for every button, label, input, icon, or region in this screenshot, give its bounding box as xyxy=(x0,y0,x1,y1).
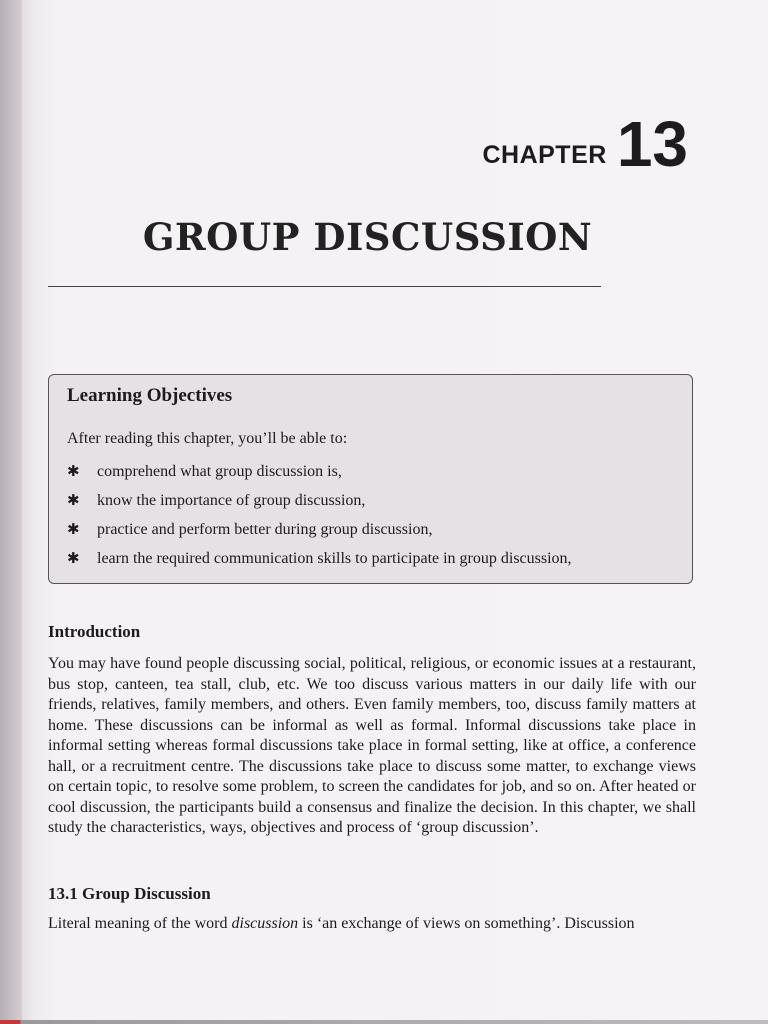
chapter-title: GROUP DISCUSSION xyxy=(142,215,593,259)
objective-text: learn the required communication skills to participate in group discussion, xyxy=(97,549,572,567)
objective-item xyxy=(67,457,572,486)
objective-item xyxy=(67,544,572,573)
chapter-number: 13 xyxy=(616,108,688,180)
section-13-1-paragraph xyxy=(48,914,696,935)
italic-term: discussion xyxy=(231,915,299,932)
paragraph-text: is ‘an exchange of views on something’. Discussion xyxy=(298,915,635,932)
objective-text: practice and perform better during group discussion, xyxy=(97,520,433,538)
introduction-heading: Introduction xyxy=(48,622,141,641)
page-bottom-edge xyxy=(0,1020,768,1024)
title-divider xyxy=(48,286,601,287)
paragraph-text: Literal meaning of the word xyxy=(48,915,232,932)
objective-item xyxy=(67,486,572,515)
book-spine-shadow xyxy=(0,0,22,1024)
chapter-header xyxy=(482,108,688,180)
asterisk-bullet-icon: ✱ xyxy=(67,522,80,538)
learning-objectives-box xyxy=(48,374,693,584)
objective-item xyxy=(67,515,572,544)
objective-text: comprehend what group discussion is, xyxy=(97,462,342,480)
asterisk-bullet-icon: ✱ xyxy=(67,493,80,509)
asterisk-bullet-icon: ✱ xyxy=(67,464,80,480)
objective-text: know the importance of group discussion, xyxy=(97,491,366,509)
section-heading-13-1: 13.1 Group Discussion xyxy=(48,884,211,903)
objectives-list xyxy=(67,457,572,573)
chapter-label: CHAPTER xyxy=(482,141,607,169)
introduction-paragraph: You may have found people discussing social, political, religious, or economic issues at a restaurant, bus stop, canteen, tea stall, club, etc. We too discuss various matters in our daily life with our friends, relatives, family members, and others. Even family members, too, discuss family matters at home. These discussions can be informal as well as formal. Informal discussions take place in informal setting whereas formal discussions take place in formal setting, like at office, a conference hall, or a recruitment centre. The discussions take place to discuss some matter, to exchange views on certain topic, to resolve some problem, to screen the candidates for job, and so on. After heated or cool discussion, the participants build a consensus and finalize the decision. In this chapter, we shall study the characteristics, ways, objectives and process of ‘group discussion’. xyxy=(48,655,696,836)
asterisk-bullet-icon: ✱ xyxy=(67,551,80,567)
objectives-intro: After reading this chapter, you’ll be able to: xyxy=(67,430,348,447)
objectives-heading: Learning Objectives xyxy=(67,385,233,406)
